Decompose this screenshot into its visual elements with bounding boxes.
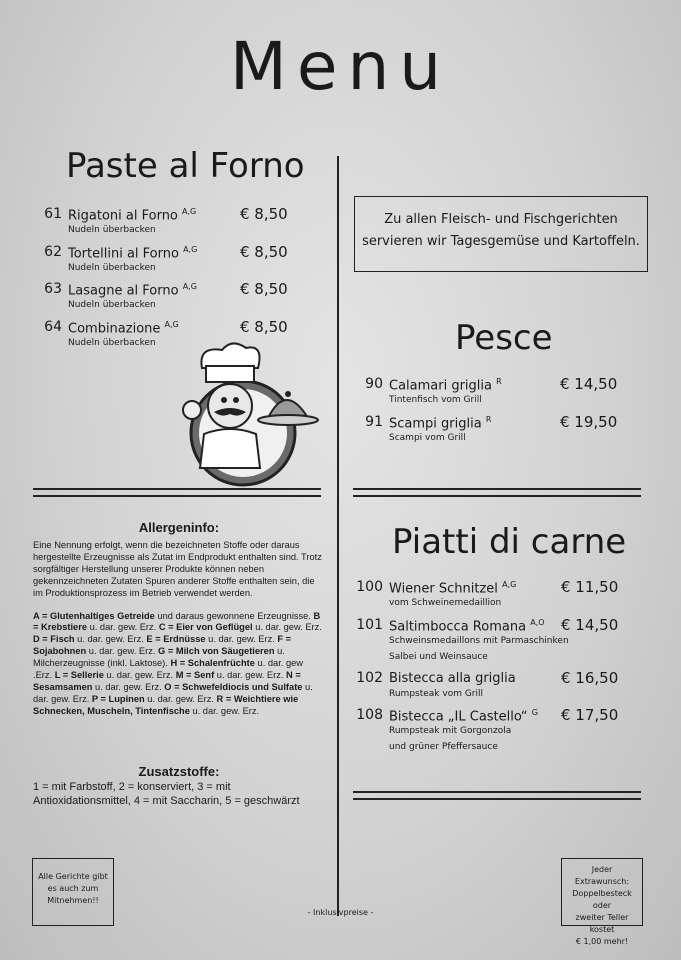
note-line: es auch zum [47, 884, 99, 893]
item-price: € 14,50 [561, 616, 619, 634]
item-description: vom Schweinemedaillion [389, 598, 502, 608]
item-price: € 19,50 [560, 413, 618, 431]
item-name: Wiener Schnitzel $^{A,G}$ [389, 580, 517, 597]
allergen-intro: Eine Nennung erfolgt, wenn die bezeichneten Stoffe oder daraus hergestellte Erzeugnisse als Zutat im Endprodukt enthalten sind. Trotz sorgfältiger Herstellung unserer Produkte können neben gekennzeichneten Zutaten Spuren anderer Stoffe enthalten sein, die im Produktionsprozess im Betrieb verwendet werden. [33, 540, 322, 598]
note-line: € 1,00 mehr! [575, 937, 629, 946]
chef-illustration [176, 338, 326, 488]
item-name: Bistecca alla griglia [389, 671, 516, 686]
item-name: Rigatoni al Forno $^{A,G}$ [68, 207, 197, 224]
item-price: € 8,50 [240, 318, 288, 336]
item-number: 108 [356, 707, 383, 723]
item-price: € 11,50 [561, 578, 619, 596]
side-dish-notice [354, 196, 648, 272]
item-price: € 17,50 [561, 706, 619, 724]
item-number: 61 [44, 206, 62, 222]
item-description: Nudeln überbacken [68, 338, 156, 348]
column-divider [337, 156, 339, 916]
paste-heading: Paste al Forno [66, 146, 305, 186]
item-number: 64 [44, 319, 62, 335]
item-description: Rumpsteak vom Grill [389, 689, 484, 699]
item-description: Tintenfisch vom Grill [389, 395, 482, 405]
item-description: Nudeln überbacken [68, 263, 156, 273]
item-name: Scampi griglia $^R$ [389, 415, 492, 432]
item-price: € 16,50 [561, 669, 619, 687]
item-price: € 8,50 [240, 280, 288, 298]
section-separator [353, 791, 641, 800]
item-number: 102 [356, 670, 383, 686]
item-description: Rumpsteak mit Gorgonzola [389, 726, 512, 736]
additives-title: Zusatzstoffe: [138, 764, 220, 779]
item-price: € 8,50 [240, 243, 288, 261]
menu-title: Menu [229, 28, 452, 105]
item-number: 101 [356, 617, 383, 633]
item-description: und grüner Pfeffersauce [389, 742, 498, 752]
item-name: Calamari griglia $^R$ [389, 377, 502, 394]
carne-heading: Piatti di carne [392, 522, 627, 562]
item-number: 90 [365, 376, 383, 392]
additives-text: 1 = mit Farbstoff, 2 = konserviert, 3 = mit Antioxidationsmittel, 4 = mit Saccharin, 5 = geschwärzt [33, 781, 300, 807]
pesce-heading: Pesce [455, 318, 553, 358]
note-line: Alle Gerichte gibt [38, 872, 108, 881]
item-description: Nudeln überbacken [68, 300, 156, 310]
item-name: Bistecca „IL Castello“ $^G$ [389, 708, 538, 725]
item-price: € 8,50 [240, 205, 288, 223]
note-line: Doppelbesteck oder [572, 889, 632, 910]
notice-line: servieren wir Tagesgemüse und Kartoffeln. [362, 234, 640, 249]
item-number: 91 [365, 414, 383, 430]
section-separator [33, 488, 321, 497]
note-line: zweiter Teller kostet [575, 913, 629, 934]
item-description: Scampi vom Grill [389, 433, 466, 443]
footer-note: - Inklusivpreise - [307, 908, 374, 917]
item-name: Tortellini al Forno $^{A,G}$ [68, 245, 198, 262]
allergen-codes: A = Glutenhaltiges Getreide und daraus gewonnene Erzeugnisse. B = Krebstiere u. dar. gew. Erz. C = Eier von Geflügel u. dar. gew. Erz. D = Fisch u. dar. gew. Erz. E = Erdnüsse u. dar. gew. Erz. F = Sojabohnen u. dar. gew. Erz. G = Milch von Säugetieren u. Milcherzeugnisse (inkl. Laktose). H = Schalenfrüchte u. dar. gew .Erz. L = Sellerie u. dar. gew. Erz. M = Senf u. dar. gew. Erz. N = Sesamsamen u. dar. gew. Erz. O = Schwefeldiocis und Sulfate u. dar. gew. Erz. P = Lupinen u. dar. gew. Erz. R = Weichtiere wie Schnecken, Muscheln, Tintenfische u. dar. gew. Erz. [33, 610, 322, 716]
notice-line: Zu allen Fleisch- und Fischgerichten [384, 212, 618, 227]
item-description: Schweinsmedaillons mit Parmaschinken [389, 636, 569, 646]
item-description: Salbei und Weinsauce [389, 652, 488, 662]
item-price: € 14,50 [560, 375, 618, 393]
item-name: Combinazione $^{A,G}$ [68, 320, 179, 337]
item-name: Lasagne al Forno $^{A,G}$ [68, 282, 197, 299]
item-name: Saltimbocca Romana $^{A,O}$ [389, 618, 545, 635]
item-number: 62 [44, 244, 62, 260]
allergen-title: Allergeninfo: [138, 520, 220, 535]
allergen-info [33, 540, 323, 718]
item-description: Nudeln überbacken [68, 225, 156, 235]
item-number: 63 [44, 281, 62, 297]
section-separator [353, 488, 641, 497]
item-number: 100 [356, 579, 383, 595]
note-line: Jeder Extrawunsch: [574, 865, 630, 886]
note-line: Mitnehmen!! [47, 896, 99, 905]
